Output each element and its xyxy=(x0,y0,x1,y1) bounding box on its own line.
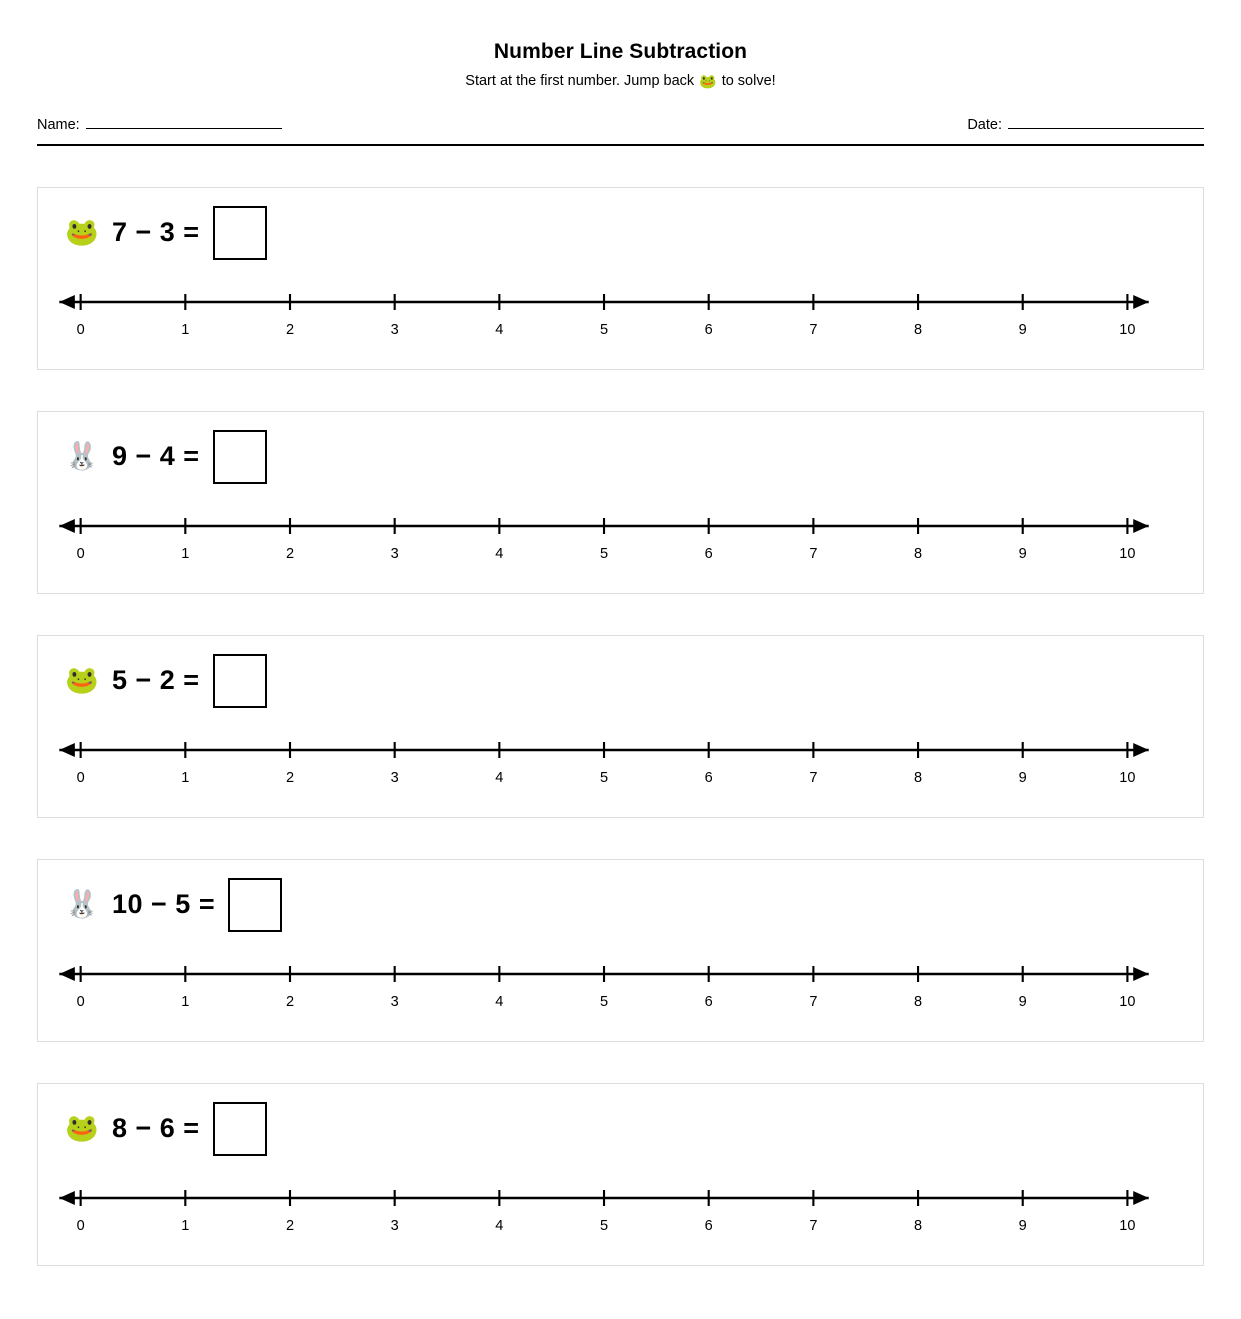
answer-box[interactable] xyxy=(213,654,267,708)
equation-text: 7 − 3 = xyxy=(112,217,200,248)
subtitle-text-before: Start at the first number. Jump back xyxy=(465,73,695,90)
rabbit-face-icon: 🐰 xyxy=(65,441,99,472)
number-line-tick-label: 7 xyxy=(809,770,818,787)
equation-row xyxy=(38,412,1203,482)
date-input-line[interactable] xyxy=(1008,115,1204,129)
number-line xyxy=(38,722,1203,802)
number-line-tick-label: 4 xyxy=(495,770,504,787)
name-input-line[interactable] xyxy=(86,115,282,129)
equation-text: 9 − 4 = xyxy=(112,441,200,472)
number-line-tick-label: 9 xyxy=(1018,546,1027,563)
frog-face-icon: 🐸 xyxy=(65,1113,99,1144)
name-label: Name: xyxy=(37,117,80,134)
answer-box[interactable] xyxy=(213,206,267,260)
number-line-tick-label: 9 xyxy=(1018,1218,1027,1235)
number-line-tick-label: 10 xyxy=(1119,546,1136,563)
frog-face-icon: 🐸 xyxy=(699,73,717,90)
equation-text: 8 − 6 = xyxy=(112,1113,200,1144)
number-line-tick-label: 0 xyxy=(76,322,85,339)
number-line-tick-label: 3 xyxy=(390,546,399,563)
number-line-tick-label: 8 xyxy=(914,770,923,787)
number-line-tick-label: 5 xyxy=(599,994,609,1011)
problem-card xyxy=(37,187,1204,370)
number-line-tick-label: 9 xyxy=(1018,322,1027,339)
number-line xyxy=(38,1170,1203,1250)
number-line-tick-label: 4 xyxy=(495,322,504,339)
frog-face-icon: 🐸 xyxy=(65,665,99,696)
name-field xyxy=(37,115,282,133)
number-line-tick-label: 5 xyxy=(599,322,609,339)
frog-face-icon: 🐸 xyxy=(65,217,99,248)
number-line xyxy=(38,498,1203,578)
number-line-tick-label: 5 xyxy=(599,546,609,563)
number-line-tick-label: 10 xyxy=(1119,1218,1136,1235)
problem-card xyxy=(37,635,1204,818)
equation-text: 5 − 2 = xyxy=(112,665,200,696)
number-line-tick-label: 2 xyxy=(285,994,295,1011)
number-line-tick-label: 0 xyxy=(76,1218,85,1235)
problem-card xyxy=(37,859,1204,1042)
number-line-tick-label: 2 xyxy=(285,770,295,787)
number-line-tick-label: 1 xyxy=(181,770,190,787)
number-line-tick-label: 2 xyxy=(285,546,295,563)
number-line-tick-label: 4 xyxy=(495,1218,504,1235)
number-line-tick-label: 3 xyxy=(390,322,399,339)
header-divider xyxy=(37,144,1204,146)
equation-row xyxy=(38,636,1203,706)
number-line-tick-label: 10 xyxy=(1119,770,1136,787)
number-line-tick-label: 2 xyxy=(285,322,295,339)
page-subtitle xyxy=(37,63,1204,90)
answer-box[interactable] xyxy=(228,878,282,932)
number-line-tick-label: 6 xyxy=(704,322,713,339)
date-label: Date: xyxy=(967,117,1002,134)
number-line-tick-label: 6 xyxy=(704,770,713,787)
number-line-tick-label: 7 xyxy=(809,994,818,1011)
answer-box[interactable] xyxy=(213,430,267,484)
equation-row xyxy=(38,860,1203,930)
number-line-tick-label: 6 xyxy=(704,546,713,563)
number-line-tick-label: 4 xyxy=(495,546,504,563)
number-line xyxy=(38,946,1203,1026)
number-line-tick-label: 1 xyxy=(181,546,190,563)
equation-text: 10 − 5 = xyxy=(112,889,216,920)
number-line-tick-label: 0 xyxy=(76,546,85,563)
number-line-tick-label: 0 xyxy=(76,770,85,787)
number-line-tick-label: 9 xyxy=(1018,770,1027,787)
number-line-tick-label: 4 xyxy=(495,994,504,1011)
number-line-tick-label: 1 xyxy=(181,1218,190,1235)
number-line-tick-label: 7 xyxy=(809,1218,818,1235)
number-line-tick-label: 3 xyxy=(390,1218,399,1235)
number-line-tick-label: 0 xyxy=(76,994,85,1011)
number-line-tick-label: 6 xyxy=(704,1218,713,1235)
number-line-tick-label: 7 xyxy=(809,322,818,339)
name-date-row xyxy=(37,115,1204,133)
date-field xyxy=(967,115,1204,133)
number-line-tick-label: 9 xyxy=(1018,994,1027,1011)
number-line-tick-label: 7 xyxy=(809,546,818,563)
number-line-tick-label: 8 xyxy=(914,994,923,1011)
number-line-tick-label: 3 xyxy=(390,770,399,787)
number-line-tick-label: 8 xyxy=(914,1218,923,1235)
number-line-tick-label: 1 xyxy=(181,994,190,1011)
number-line-tick-label: 3 xyxy=(390,994,399,1011)
problems-list xyxy=(37,187,1204,1266)
number-line-tick-label: 8 xyxy=(914,546,923,563)
number-line-tick-label: 8 xyxy=(914,322,923,339)
problem-card xyxy=(37,1083,1204,1266)
number-line-tick-label: 5 xyxy=(599,1218,609,1235)
number-line-tick-label: 10 xyxy=(1119,994,1136,1011)
number-line-tick-label: 2 xyxy=(285,1218,295,1235)
number-line-tick-label: 6 xyxy=(704,994,713,1011)
page-title: Number Line Subtraction xyxy=(493,40,748,63)
rabbit-face-icon: 🐰 xyxy=(65,889,99,920)
subtitle-text-after: to solve! xyxy=(721,73,776,90)
number-line-tick-label: 10 xyxy=(1119,322,1136,339)
problem-card xyxy=(37,411,1204,594)
answer-box[interactable] xyxy=(213,1102,267,1156)
number-line xyxy=(38,274,1203,354)
number-line-tick-label: 1 xyxy=(181,322,190,339)
equation-row xyxy=(38,1084,1203,1154)
number-line-tick-label: 5 xyxy=(599,770,609,787)
equation-row xyxy=(38,188,1203,258)
